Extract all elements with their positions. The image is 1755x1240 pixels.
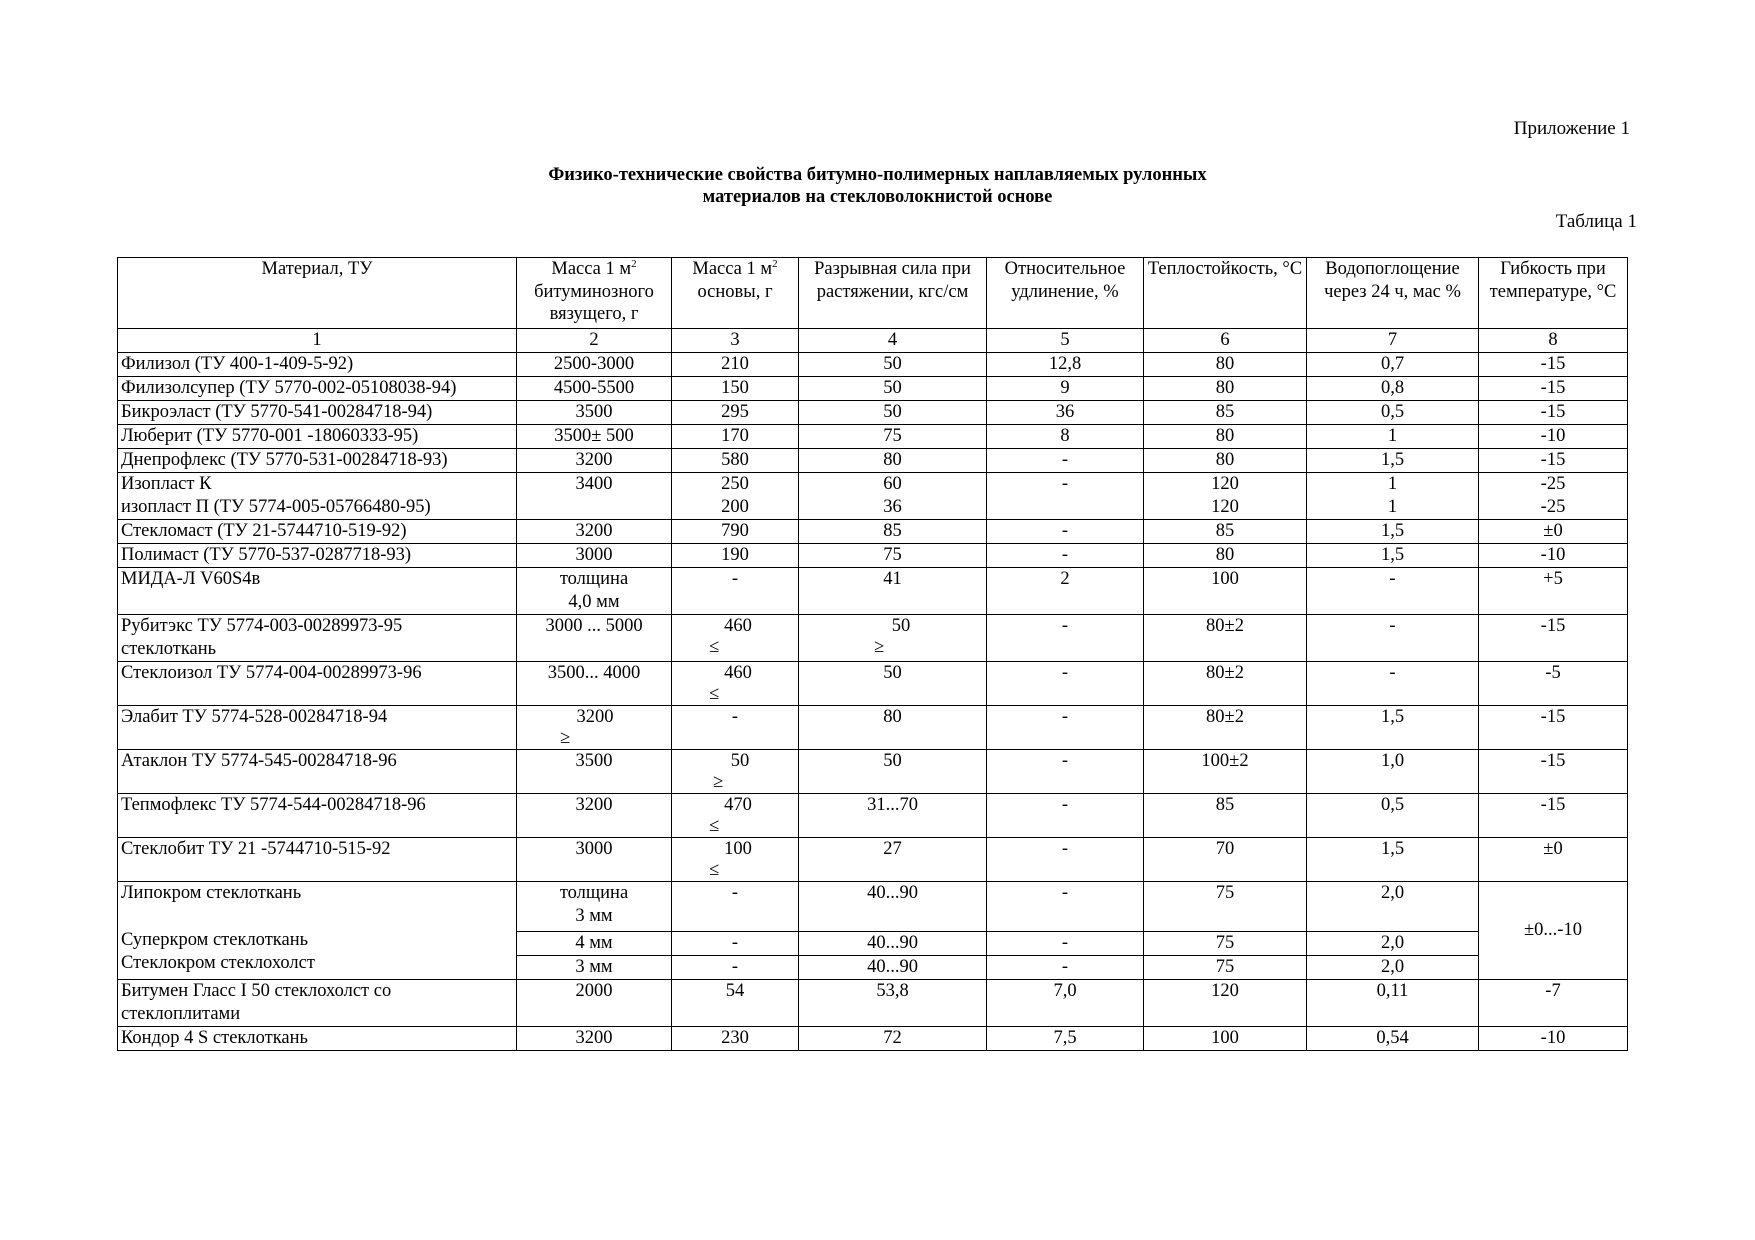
cell: 50 bbox=[799, 377, 987, 401]
cell: 70 bbox=[1144, 838, 1307, 882]
greater-or-equal-symbol: ≥ bbox=[874, 636, 885, 657]
cell: - bbox=[987, 449, 1144, 473]
cell: 7,0 bbox=[987, 980, 1144, 1027]
table-row bbox=[118, 377, 1628, 401]
table-row bbox=[118, 615, 1628, 662]
col-num: 7 bbox=[1307, 329, 1479, 353]
cell: 150 bbox=[672, 377, 799, 401]
cell: 460 ≤ bbox=[672, 662, 799, 706]
cell-material: Изопласт К изопласт П (ТУ 5774-005-05766480-95) bbox=[118, 473, 517, 520]
cell: - bbox=[672, 706, 799, 750]
cell: 100 bbox=[1144, 568, 1307, 615]
cell: - bbox=[987, 932, 1144, 956]
cell: 0,8 bbox=[1307, 377, 1479, 401]
cell: 85 bbox=[1144, 520, 1307, 544]
cell-material: Стеклобит ТУ 21 -5744710-515-92 bbox=[118, 838, 517, 882]
cell-material: Битумен Гласс I 50 стеклохолст со стеклоплитами bbox=[118, 980, 517, 1027]
cell: 3000 bbox=[517, 838, 672, 882]
cell: -15 bbox=[1479, 353, 1628, 377]
cell: 53,8 bbox=[799, 980, 987, 1027]
cell: 75 bbox=[799, 544, 987, 568]
cell: ±0 bbox=[1479, 838, 1628, 882]
cell: 3 мм bbox=[517, 956, 672, 980]
col-num: 8 bbox=[1479, 329, 1628, 353]
less-or-equal-symbol: ≤ bbox=[709, 683, 720, 704]
table-row bbox=[118, 353, 1628, 377]
cell: 0,5 bbox=[1307, 401, 1479, 425]
cell: 0,54 bbox=[1307, 1027, 1479, 1051]
properties-table bbox=[117, 257, 1628, 1051]
cell: 54 bbox=[672, 980, 799, 1027]
cell: 470 ≤ bbox=[672, 794, 799, 838]
cell: 3200 ≥ bbox=[517, 706, 672, 750]
cell: 80 bbox=[799, 449, 987, 473]
cell: 3000 bbox=[517, 544, 672, 568]
cell: 580 bbox=[672, 449, 799, 473]
cell: 4 мм bbox=[517, 932, 672, 956]
table-row bbox=[118, 520, 1628, 544]
cell: -15 bbox=[1479, 615, 1628, 662]
cell-material: Стекломаст (ТУ 21-5744710-519-92) bbox=[118, 520, 517, 544]
col-num: 1 bbox=[118, 329, 517, 353]
cell: 100 ≤ bbox=[672, 838, 799, 882]
cell: -15 bbox=[1479, 449, 1628, 473]
cell: 75 bbox=[799, 425, 987, 449]
cell: - bbox=[672, 882, 799, 932]
column-number-row bbox=[118, 329, 1628, 353]
table-row bbox=[118, 838, 1628, 882]
cell: 210 bbox=[672, 353, 799, 377]
cell: 80±2 bbox=[1144, 662, 1307, 706]
cell-material: Филизолсупер (ТУ 5770-002-05108038-94) bbox=[118, 377, 517, 401]
cell: 250 200 bbox=[672, 473, 799, 520]
cell: 31...70 bbox=[799, 794, 987, 838]
cell: 120 bbox=[1144, 980, 1307, 1027]
cell-material: Люберит (ТУ 5770-001 -18060333-95) bbox=[118, 425, 517, 449]
cell: - bbox=[987, 615, 1144, 662]
cell: - bbox=[987, 956, 1144, 980]
cell: +5 bbox=[1479, 568, 1628, 615]
cell: - bbox=[672, 932, 799, 956]
cell: ±0 bbox=[1479, 520, 1628, 544]
greater-or-equal-symbol: ≥ bbox=[560, 727, 571, 748]
header-tensile-force: Разрывная сила при растяжении, кгс/см bbox=[799, 258, 987, 329]
cell: 1,5 bbox=[1307, 449, 1479, 473]
header-water-absorption: Водопоглощение через 24 ч, мас % bbox=[1307, 258, 1479, 329]
cell: 100±2 bbox=[1144, 750, 1307, 794]
cell: -10 bbox=[1479, 425, 1628, 449]
cell: 1 bbox=[1307, 425, 1479, 449]
cell: 790 bbox=[672, 520, 799, 544]
cell: 80 bbox=[1144, 449, 1307, 473]
cell: -15 bbox=[1479, 794, 1628, 838]
cell: 3000 ... 5000 bbox=[517, 615, 672, 662]
cell: 50 ≥ bbox=[672, 750, 799, 794]
cell: - bbox=[1307, 568, 1479, 615]
cell: -7 bbox=[1479, 980, 1628, 1027]
cell: 1,5 bbox=[1307, 706, 1479, 750]
cell: 12,8 bbox=[987, 353, 1144, 377]
cell: 50 bbox=[799, 353, 987, 377]
cell: 2 bbox=[987, 568, 1144, 615]
cell-material: Элабит ТУ 5774-528-00284718-94 bbox=[118, 706, 517, 750]
table-row bbox=[118, 544, 1628, 568]
table-row bbox=[118, 425, 1628, 449]
cell: 41 bbox=[799, 568, 987, 615]
cell: -15 bbox=[1479, 401, 1628, 425]
cell: -15 bbox=[1479, 750, 1628, 794]
cell: -5 bbox=[1479, 662, 1628, 706]
cell-material: Полимаст (ТУ 5770-537-0287718-93) bbox=[118, 544, 517, 568]
cell-material: Бикроэласт (ТУ 5770-541-00284718-94) bbox=[118, 401, 517, 425]
cell-material: Тепмофлекс ТУ 5774-544-00284718-96 bbox=[118, 794, 517, 838]
header-material: Материал, ТУ bbox=[118, 258, 517, 329]
col-num: 2 bbox=[517, 329, 672, 353]
cell: 0,7 bbox=[1307, 353, 1479, 377]
cell: - bbox=[987, 882, 1144, 932]
header-row bbox=[118, 258, 1628, 329]
less-or-equal-symbol: ≤ bbox=[709, 815, 720, 836]
cell: 2,0 bbox=[1307, 932, 1479, 956]
cell: 295 bbox=[672, 401, 799, 425]
cell: 2500-3000 bbox=[517, 353, 672, 377]
header-flexibility: Гибкость при температуре, °С bbox=[1479, 258, 1628, 329]
table-row bbox=[118, 473, 1628, 520]
table-label: Таблица 1 bbox=[1555, 211, 1637, 232]
table-row bbox=[118, 794, 1628, 838]
cell: 2,0 bbox=[1307, 882, 1479, 932]
cell: - bbox=[987, 794, 1144, 838]
cell: 80 bbox=[1144, 377, 1307, 401]
cell: 0,11 bbox=[1307, 980, 1479, 1027]
cell: 1,5 bbox=[1307, 544, 1479, 568]
cell: 230 bbox=[672, 1027, 799, 1051]
cell: 3200 bbox=[517, 520, 672, 544]
title-line-1: Физико-технические свойства битумно-полимерных наплавляемых рулонных bbox=[548, 165, 1207, 185]
cell: 80 bbox=[799, 706, 987, 750]
cell: 40...90 bbox=[799, 956, 987, 980]
header-heat-resistance: Теплостойкость, °С bbox=[1144, 258, 1307, 329]
cell: 80 bbox=[1144, 425, 1307, 449]
table-row bbox=[118, 1027, 1628, 1051]
cell: 190 bbox=[672, 544, 799, 568]
cell: 85 bbox=[1144, 401, 1307, 425]
cell: 3200 bbox=[517, 1027, 672, 1051]
cell: 3500± 500 bbox=[517, 425, 672, 449]
cell: 2000 bbox=[517, 980, 672, 1027]
less-or-equal-symbol: ≤ bbox=[709, 859, 720, 880]
table-row bbox=[118, 750, 1628, 794]
cell: 3400 bbox=[517, 473, 672, 520]
col-num: 4 bbox=[799, 329, 987, 353]
cell: толщина 3 мм bbox=[517, 882, 672, 932]
cell: 100 bbox=[1144, 1027, 1307, 1051]
cell: -15 bbox=[1479, 377, 1628, 401]
cell: 120 120 bbox=[1144, 473, 1307, 520]
cell: - bbox=[672, 956, 799, 980]
table-row bbox=[118, 662, 1628, 706]
cell: 3500 bbox=[517, 750, 672, 794]
cell: толщина 4,0 мм bbox=[517, 568, 672, 615]
table-row bbox=[118, 568, 1628, 615]
table-row bbox=[118, 401, 1628, 425]
cell: 27 bbox=[799, 838, 987, 882]
cell: 50 bbox=[799, 401, 987, 425]
cell: 40...90 bbox=[799, 882, 987, 932]
cell: - bbox=[987, 544, 1144, 568]
table-row bbox=[118, 980, 1628, 1027]
cell: - bbox=[987, 838, 1144, 882]
cell: 2,0 bbox=[1307, 956, 1479, 980]
cell: 72 bbox=[799, 1027, 987, 1051]
title-line-2: материалов на стекловолокнистой основе bbox=[702, 187, 1053, 207]
cell: -10 bbox=[1479, 544, 1628, 568]
cell: 75 bbox=[1144, 882, 1307, 932]
cell: 75 bbox=[1144, 956, 1307, 980]
cell-material: Рубитэкс ТУ 5774-003-00289973-95 стеклоткань bbox=[118, 615, 517, 662]
header-elongation: Относительное удлинение, % bbox=[987, 258, 1144, 329]
cell: 85 bbox=[799, 520, 987, 544]
cell: 460 ≤ bbox=[672, 615, 799, 662]
cell: - bbox=[987, 473, 1144, 520]
table-row-group bbox=[118, 882, 1628, 932]
cell: 8 bbox=[987, 425, 1144, 449]
cell-flexibility-group: ±0...-10 bbox=[1479, 882, 1628, 980]
cell: - bbox=[1307, 662, 1479, 706]
appendix-label: Приложение 1 bbox=[1513, 118, 1630, 139]
cell: 170 bbox=[672, 425, 799, 449]
col-num: 6 bbox=[1144, 329, 1307, 353]
table-row bbox=[118, 449, 1628, 473]
cell: 80±2 bbox=[1144, 615, 1307, 662]
document-title bbox=[0, 164, 1755, 208]
cell-material: Атаклон ТУ 5774-545-00284718-96 bbox=[118, 750, 517, 794]
cell: 50 bbox=[799, 662, 987, 706]
header-binder-mass: Масса 1 $м^2$ битуминозного вязущего, г bbox=[517, 258, 672, 329]
cell: - bbox=[672, 568, 799, 615]
cell-material-group: Липокром стеклоткань Суперкром стеклоткань Стеклокром стеклохолст bbox=[118, 882, 517, 980]
cell: 75 bbox=[1144, 932, 1307, 956]
cell: 40...90 bbox=[799, 932, 987, 956]
cell: 4500-5500 bbox=[517, 377, 672, 401]
cell-material: Стеклоизол ТУ 5774-004-00289973-96 bbox=[118, 662, 517, 706]
cell: 80 bbox=[1144, 353, 1307, 377]
cell: - bbox=[987, 520, 1144, 544]
cell: 50 bbox=[799, 750, 987, 794]
cell: 60 36 bbox=[799, 473, 987, 520]
cell: 3500... 4000 bbox=[517, 662, 672, 706]
cell: - bbox=[987, 750, 1144, 794]
cell: 3200 bbox=[517, 449, 672, 473]
cell: 1,0 bbox=[1307, 750, 1479, 794]
cell: - bbox=[1307, 615, 1479, 662]
cell-material: Филизол (ТУ 400-1-409-5-92) bbox=[118, 353, 517, 377]
cell: -10 bbox=[1479, 1027, 1628, 1051]
cell: 0,5 bbox=[1307, 794, 1479, 838]
col-num: 3 bbox=[672, 329, 799, 353]
cell-material: Кондор 4 S стеклоткань bbox=[118, 1027, 517, 1051]
cell: 80 bbox=[1144, 544, 1307, 568]
less-or-equal-symbol: ≤ bbox=[709, 636, 720, 657]
cell: 9 bbox=[987, 377, 1144, 401]
cell-material: Днепрофлекс (ТУ 5770-531-00284718-93) bbox=[118, 449, 517, 473]
header-base-mass: Масса 1 $м^2$ основы, г bbox=[672, 258, 799, 329]
cell: -15 bbox=[1479, 706, 1628, 750]
cell: 50 ≥ bbox=[799, 615, 987, 662]
cell: - bbox=[987, 706, 1144, 750]
cell: 7,5 bbox=[987, 1027, 1144, 1051]
cell: 3500 bbox=[517, 401, 672, 425]
cell: 36 bbox=[987, 401, 1144, 425]
col-num: 5 bbox=[987, 329, 1144, 353]
greater-or-equal-symbol: ≥ bbox=[713, 771, 724, 792]
cell: 1,5 bbox=[1307, 520, 1479, 544]
cell: 3200 bbox=[517, 794, 672, 838]
cell: 1,5 bbox=[1307, 838, 1479, 882]
table-row bbox=[118, 706, 1628, 750]
cell: 1 1 bbox=[1307, 473, 1479, 520]
cell: - bbox=[987, 662, 1144, 706]
cell: 85 bbox=[1144, 794, 1307, 838]
cell: 80±2 bbox=[1144, 706, 1307, 750]
cell: -25 -25 bbox=[1479, 473, 1628, 520]
cell-material: МИДА-Л V60S4в bbox=[118, 568, 517, 615]
